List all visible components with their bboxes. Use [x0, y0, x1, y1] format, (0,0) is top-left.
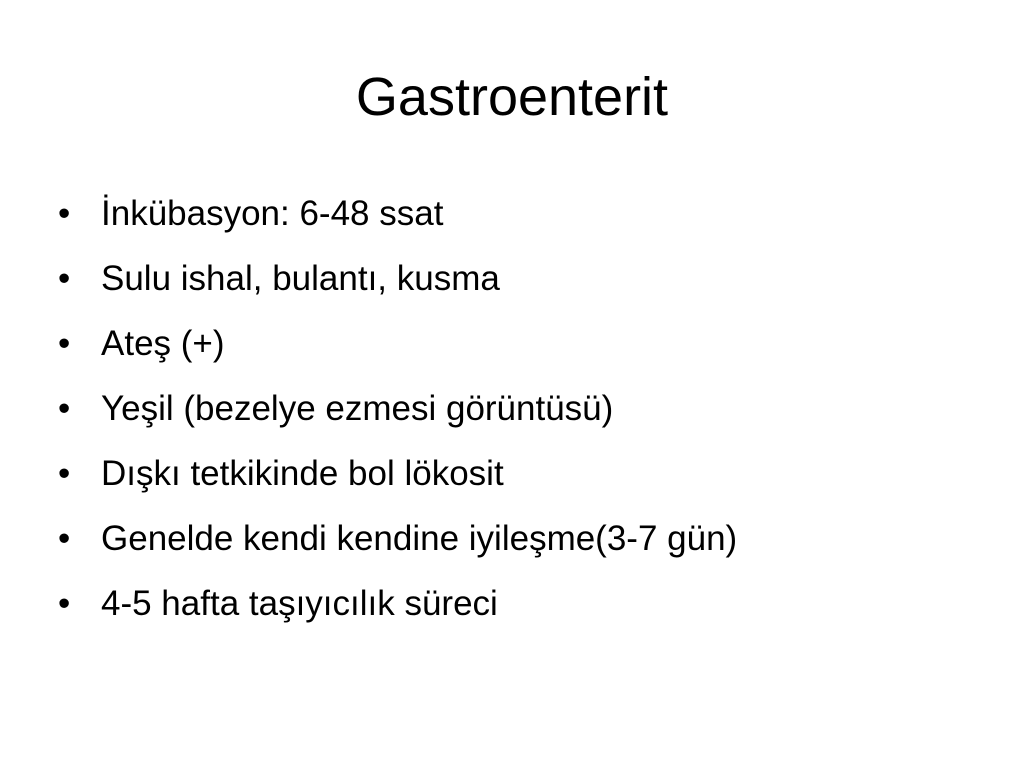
bullet-item	[58, 578, 998, 643]
bullet-item	[58, 448, 998, 513]
bullet-text: İnkübasyon: 6-48 ssat	[101, 194, 444, 233]
bullet-item	[58, 188, 998, 253]
bullet-text: Dışkı tetkikinde bol lökosit	[101, 454, 504, 493]
bullet-icon: •	[58, 324, 71, 363]
bullet-icon: •	[58, 454, 71, 493]
bullet-text: 4-5 hafta taşıyıcılık süreci	[101, 584, 498, 623]
bullet-item	[58, 318, 998, 383]
slide-title: Gastroenterit	[355, 67, 669, 127]
bullet-list	[58, 188, 998, 643]
bullet-icon: •	[58, 519, 71, 558]
bullet-icon: •	[58, 584, 71, 623]
bullet-icon: •	[58, 259, 71, 298]
bullet-item	[58, 513, 998, 578]
bullet-text: Ateş (+)	[101, 324, 225, 363]
bullet-item	[58, 383, 998, 448]
bullet-icon: •	[58, 194, 71, 233]
bullet-item	[58, 253, 998, 318]
bullet-text: Sulu ishal, bulantı, kusma	[101, 259, 500, 298]
bullet-text: Yeşil (bezelye ezmesi görüntüsü)	[101, 389, 614, 428]
bullet-text: Genelde kendi kendine iyileşme(3-7 gün)	[101, 519, 738, 558]
bullet-icon: •	[58, 389, 71, 428]
